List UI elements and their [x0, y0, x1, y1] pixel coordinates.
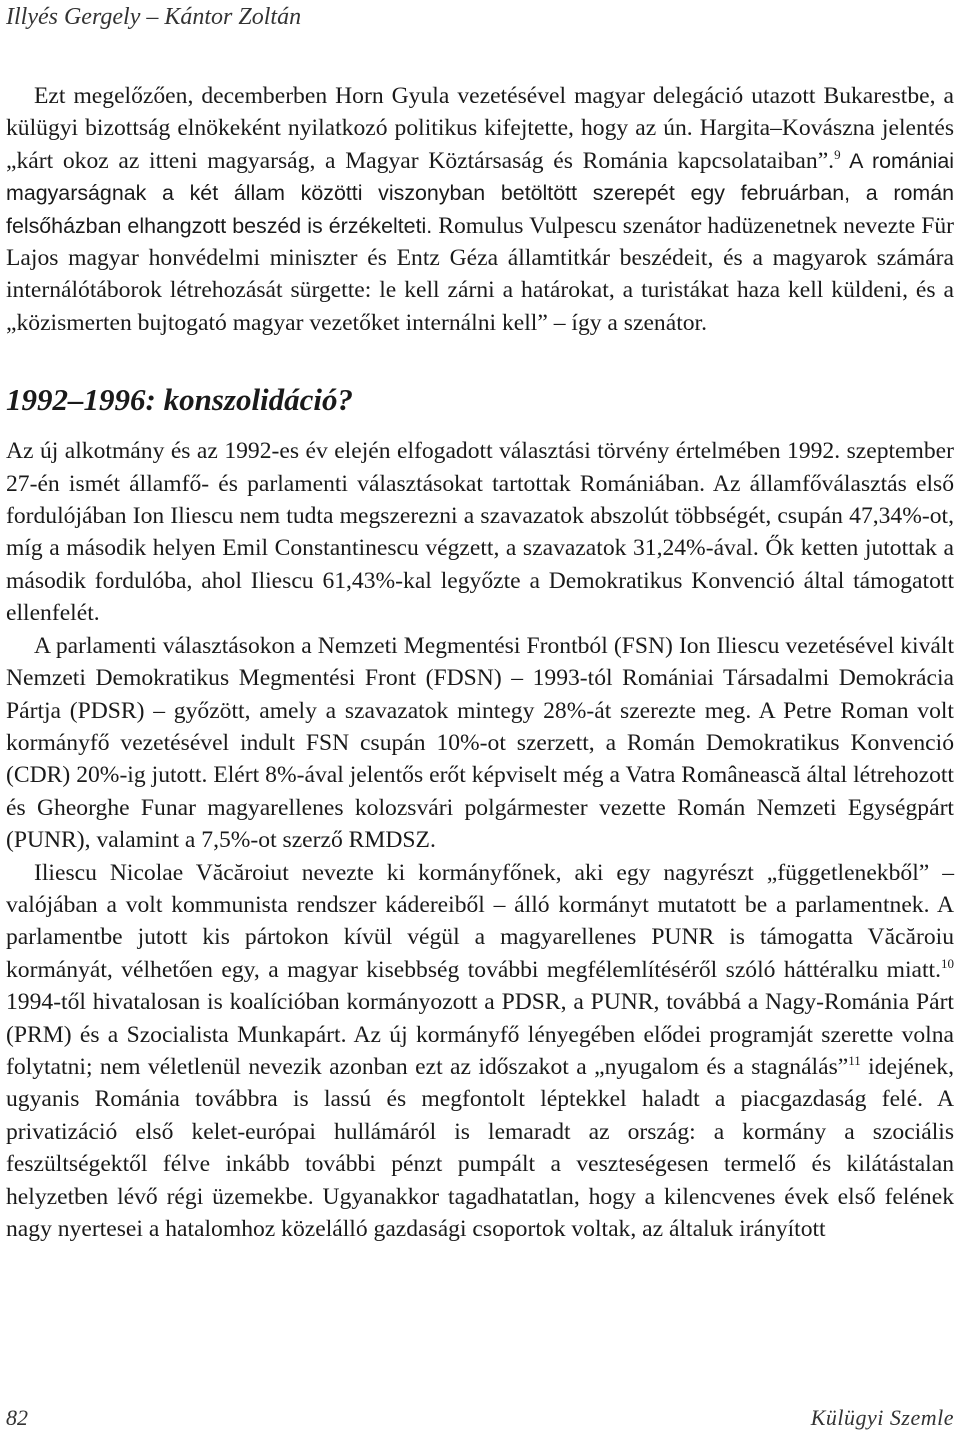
paragraph-text: Ezt megelőzően, decemberben Horn Gyula vezetésével magyar delegáció utazott Bukarestbe, a külügyi bizottság elnökeként nyilatkozó politikus kifejtette, hogy az ún. Hargita–Kovászna jelentés „kárt okoz az itteni magyarság, a Magyar Köztársaság és Románia kapcsolataiban”. [6, 83, 954, 174]
paragraph-text: Iliescu Nicolae Văcăroiut nevezte ki kormányfőnek, aki egy nagyrészt „függetlenekből” – valójában a volt kommunista rendszer kádereiből – álló kormányt mutatott be a parlamentnek. A parlamentbe jutott kis pártokon kívül végül a magyarellenes PUNR is támogatta Văcăroiu kormányát, vélhetően egy, a magyar kisebbség további megfélemlítéséről szóló háttéralku miatt. [6, 859, 954, 983]
paragraph-1992-elections: Az új alkotmány és az 1992-es év elején elfogadott választási törvény értelmében 1992. szeptember 27-én ismét államfő- és parlamenti választásokat tartottak Romániában. Az államfőválasztás első fordulójában Ion Iliescu nem tudta megszerezni a szavazatok abszolút többségét, csupán 47,34%-ot, míg a második helyen Emil Constantinescu végzett, a szavazatok 31,24%-ával. Ők ketten jutottak a második fordulóba, ahol Iliescu 61,43%-kal legyőzte a Demokratikus Konvenció által támogatott ellenfelét. [6, 438, 954, 627]
paragraph-text-sans: A romániai magyarságnak a két állam közötti viszonyban betöltött szerepét egy februárban, a román felsőházban elhangzott beszéd is érzékelteti. [6, 148, 955, 238]
journal-name: Külügyi Szemle [810, 1405, 954, 1430]
paragraph-horn-delegation [6, 80, 954, 339]
paragraph-parliamentary-elections: A parlamenti választásokon a Nemzeti Megmentési Frontból (FSN) Ion Iliescu vezetésével kivált Nemzeti Demokratikus Megmentési Front (FDSN) – 1993-tól Romániai Társadalmi Demokrácia Pártja (PDSR) – győzött, amely a szavazatok mintegy 28%-át szerezte meg. A Petre Roman volt kormányfő vezetésével indult FSN csupán 10%-ot szerzett, a Román Demokratikus Konvenció (CDR) 20%-ig jutott. Elért 8%-ával jelentős erőt képviselt még a Vatra Românească által létrehozott és Gheorghe Funar magyarellenes kolozsvári polgármester vezette Román Nemzeti Egységpárt (PUNR), valamint a 7,5%-ot szerző RMDSZ. [6, 632, 954, 854]
page-body [6, 80, 954, 1245]
footnote-marker: 10 [941, 955, 954, 971]
running-head-authors: Illyés Gergely – Kántor Zoltán [6, 4, 302, 30]
footnote-marker: 11 [848, 1053, 861, 1069]
paragraph-vacaroiu-government [6, 857, 954, 1246]
paragraph-text: idejének, ugyanis Románia továbbra is lassú és megfontolt léptekkel haladt a piacgazdaság felé. A privatizáció első kelet-európai hullámáról is lemaradt az ország: a kormány a szociális feszültségektől félve inkább további pénzt pumpált a veszteségesen termelő és kilátástalan helyzetben lévő régi üzemekbe. Ugyanakkor tagadhatatlan, hogy a kilencvenes évek első felének nagy nyertesei a hatalomhoz közelálló gazdasági csoportok voltak, az általuk irányított [6, 1053, 954, 1242]
section-heading: 1992–1996: konszolidáció? [6, 382, 354, 418]
paragraph-text: Romulus Vulpescu szenátor hadüzenetnek nevezte Für Lajos magyar honvédelmi miniszter és Entz Géza államtitkár beszédeit, és a magyarok számára internálótáborok létrehozását sürgette: le kell zárni a határokat, a turistákat haza kell küldeni, és a „közismerten bujtogató magyar vezetőket internálni kell” – így a szenátor. [6, 212, 954, 336]
page-number: 82 [6, 1405, 28, 1430]
paragraph-text: 1994-től hivatalosan is koalícióban kormányozott a PDSR, a PUNR, továbbá a Nagy-Románia Párt (PRM) és a Szocialista Munkapárt. Az új kormányfő lényegében elődei programját szerette volna folytatni; nem véletlenül nevezik azonban ezt az időszakot a „nyugalom és a stagnálás” [6, 989, 954, 1080]
footnote-marker: 9 [834, 146, 841, 162]
